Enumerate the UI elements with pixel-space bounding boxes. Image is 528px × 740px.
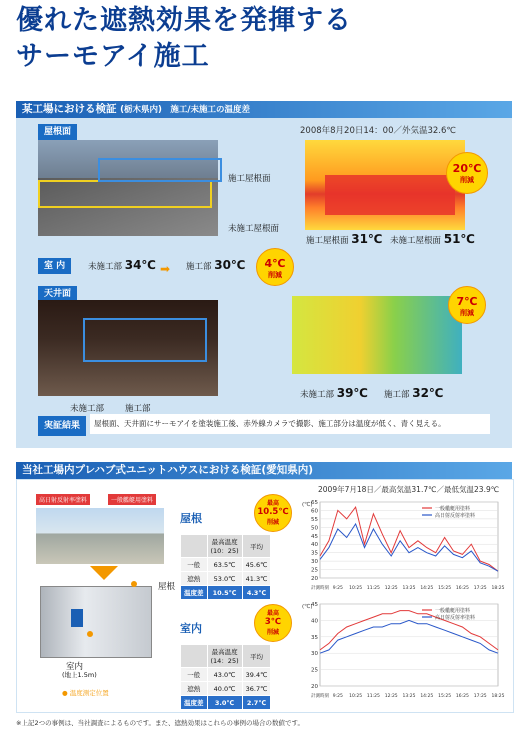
x-tick-label: 11:25 [366,694,380,699]
indoor-untreated: 未施工部 34℃ [88,258,156,272]
roof-result-untreated: 未施工屋根面 51℃ [390,232,475,246]
indoor-reduction-badge: 4℃ 削減 [256,248,294,286]
x-tick-label: 15:25 [438,694,452,699]
x-tick-label: 14:25 [420,694,434,699]
indoor-table-title: 室内 [180,622,202,635]
y-tick-label: 55 [311,516,318,523]
y-tick-label: 30 [311,651,318,658]
x-tick-label: 16:25 [455,694,469,699]
y-tick-label: 40 [311,618,318,625]
indoor-treated: 施工部 30℃ [186,258,246,272]
ceiling-reduction-badge: 7℃ 削減 [448,286,486,324]
y-tick-label: 30 [311,559,318,566]
y-tick-label: 35 [311,634,318,641]
y-tick-label: 45 [311,602,318,608]
x-tick-label: 18:25 [491,694,505,699]
roof-label-untreated: 未施工屋根面 [228,224,280,234]
y-axis-label: (℃) [302,502,313,508]
table-row: 遮熱 40.0℃ 36.7℃ [181,682,271,696]
y-tick-label: 25 [311,667,318,674]
label-high-reflect: 高日射反射率塗料 [36,494,90,505]
headline-line2: サーモアイ施工 [16,41,210,72]
x-tick-label: 9:25 [332,694,343,699]
table-row: 温度差 3.0℃ 2.7℃ [181,696,271,710]
ceiling-result-treated: 施工部 32℃ [384,386,444,400]
footnote: ※上記2つの事例は、当社調査によるものです。また、遮熱効果はこれらの事例の場合の数値です。 [16,719,305,727]
x-tick-label: 13:25 [402,694,416,699]
ceiling-result-untreated: 未施工部 39℃ [300,386,368,400]
roof-chart [300,496,505,592]
ceiling-thermal-image [292,296,462,374]
y-axis-label: (℃) [302,604,313,610]
table-row: 遮熱 53.0℃ 41.3℃ [181,572,271,586]
x-tick-label: 10:25 [349,694,363,699]
x-tick-label: 計測時刻 [311,586,329,591]
indoor-chart [300,598,505,700]
indoor-max-badge: 最高 3℃ 削減 [254,604,292,642]
y-tick-label: 35 [311,550,318,557]
x-tick-label: 17:25 [473,586,487,591]
roof-table-title: 屋根 [180,512,202,525]
y-tick-label: 65 [311,500,318,506]
legend-label: 一般艦艇用塗料 [435,608,471,614]
y-tick-label: 50 [311,525,318,532]
section1-band: 某工場における検証 (栃木県内) 施工/未施工の温度差 [16,101,512,119]
down-arrow-icon [90,566,118,580]
arrow-icon: ➡ [160,262,171,276]
roof-max-badge: 最高 10.5℃ 削減 [254,494,292,532]
roof-tag: 屋根面 [38,124,77,140]
roof-thermal-image [305,140,465,230]
x-tick-label: 18:25 [491,586,505,591]
y-tick-label: 40 [311,542,318,549]
indoor-chart-svg [300,598,505,700]
indoor-tag: 室 内 [38,258,71,274]
roof-date: 2008年8月20日14：00／外気温32.6℃ [300,126,456,136]
label-normal: 一般艦艇用塗料 [108,494,156,505]
roof-result-treated: 施工屋根面 31℃ [306,232,383,246]
y-tick-label: 20 [311,576,318,582]
y-tick-label: 25 [311,567,318,574]
x-tick-label: 12:25 [384,694,398,699]
result-text: 屋根面、天井面にサーモアイを塗装施工後、赤外線カメラで撮影、施工部分は温度が低く、青く見える。 [90,414,490,434]
roof-reduction-badge: 20℃ 削減 [446,152,488,194]
diagram-legend: ● 温度測定位置 [62,689,109,697]
result-tag: 実証結果 [38,416,86,436]
x-tick-label: 17:25 [473,694,487,699]
roof-chart-svg [300,496,505,592]
legend-label: 高日射反射率塗料 [435,513,476,519]
ceiling-label-untreated: 未施工部 [70,404,105,414]
y-tick-label: 45 [311,533,318,540]
ceiling-tag: 天井面 [38,286,77,302]
chart-date: 2009年7月18日／最高気温31.7℃／最低気温23.9℃ [318,485,500,494]
indoor-table: 最高温度 (14：25) 平均 一般 43.0℃ 39.4℃ 遮熱 40.0℃ 36.7℃ 温度差 3.0℃ 2.7℃ [180,644,271,710]
x-tick-label: 16:25 [455,586,469,591]
x-tick-label: 11:25 [366,586,380,591]
roof-table: 最高温度 (10：25) 平均 一般 63.5℃ 45.6℃ 遮熱 53.0℃ 41.3℃ 温度差 10.5℃ 4.3℃ [180,534,271,600]
ceiling-photo [38,300,218,396]
roof-label-treated: 施工屋根面 [228,174,271,184]
ceiling-label-treated: 施工部 [125,404,151,414]
x-tick-label: 14:25 [420,586,434,591]
legend-label: 一般艦艇用塗料 [435,506,471,512]
x-tick-label: 15:25 [438,586,452,591]
section2-band: 当社工場内プレハブ式ユニットハウスにおける検証(愛知県内) [16,462,512,479]
x-tick-label: 計測時刻 [311,694,329,699]
table-row: 一般 43.0℃ 39.4℃ [181,668,271,682]
y-tick-label: 20 [311,684,318,690]
legend-label: 高日射反射率塗料 [435,615,476,621]
prefab-diagram [40,586,152,658]
diagram-indoor-label: 室内 [66,662,84,672]
x-tick-label: 12:25 [384,586,398,591]
table-row: 温度差 10.5℃ 4.3℃ [181,586,271,600]
x-tick-label: 13:25 [402,586,416,591]
table-row: 一般 63.5℃ 45.6℃ [181,558,271,572]
prefab-photo [36,508,164,564]
roof-photo [38,140,218,236]
headline-line1: 優れた遮熱効果を発揮する [16,5,352,36]
y-tick-label: 60 [311,508,318,515]
x-tick-label: 10:25 [349,586,363,591]
diagram-indoor-height: (地上1.5m) [62,671,97,679]
x-tick-label: 9:25 [332,586,343,591]
diagram-roof-label: 屋根 [158,582,176,592]
